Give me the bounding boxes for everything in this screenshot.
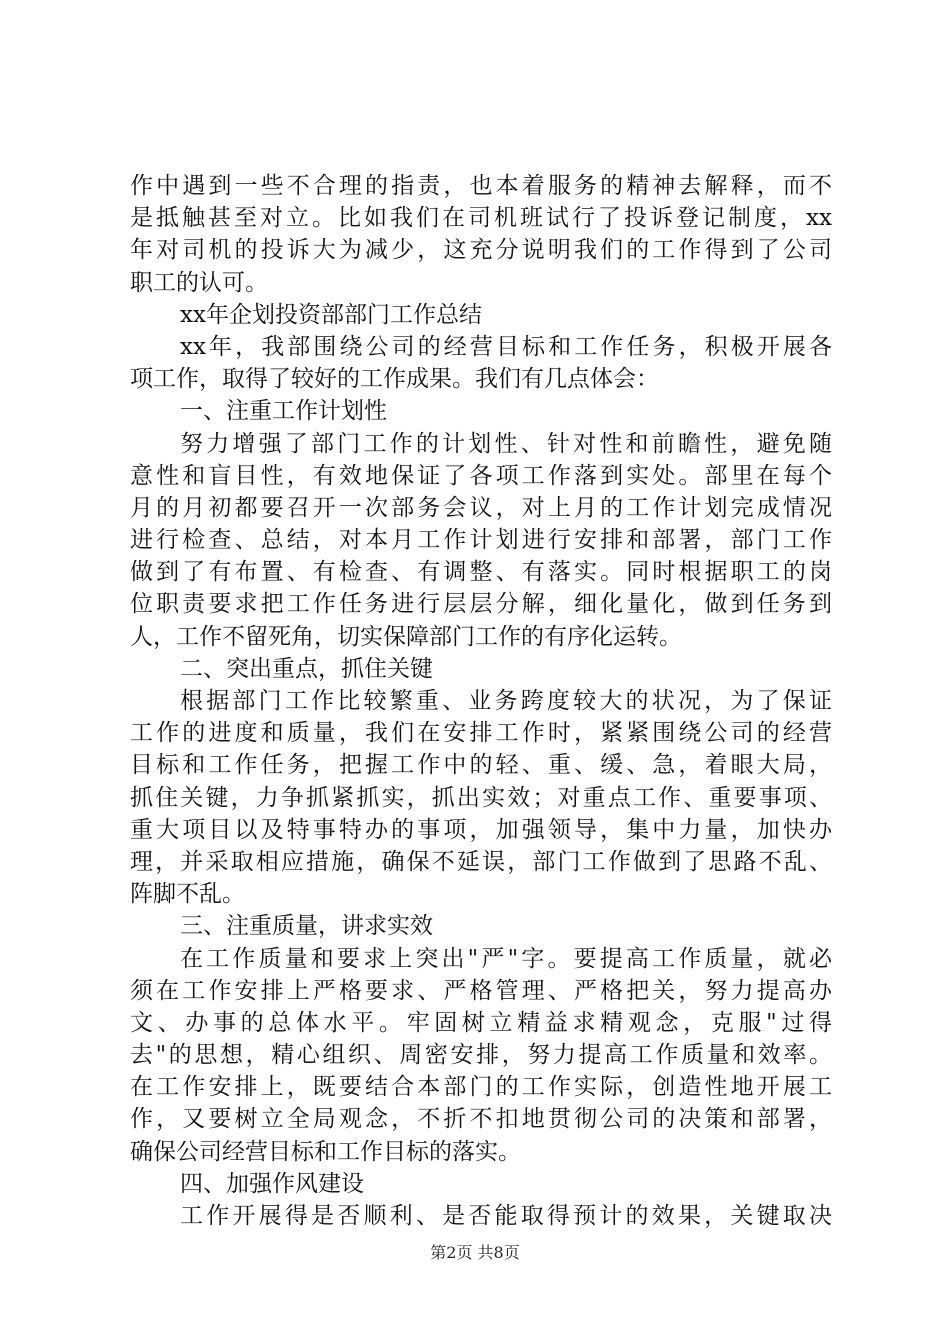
text-line: 项工作，取得了较好的工作成果。我们有几点体会：: [130, 366, 659, 393]
text-line: 人，工作不留死角，切实保障部门工作的有序化运转。: [130, 623, 682, 650]
text-line: 重大项目以及特事特办的事项，加强领导，集中力量，加快办: [130, 816, 832, 843]
text-line: 抓住关键，力争抓紧抓实，抓出实效；对重点工作、重要事项、: [130, 784, 832, 811]
text-line: 工作开展得是否顺利、是否能取得预计的效果，关键取决: [180, 1203, 832, 1229]
text-line: 月的月初都要召开一次部务会议，对上月的工作计划完成情况: [130, 494, 832, 521]
text-line: 一、注重工作计划性: [180, 398, 387, 425]
text-line: xx年，我部围绕公司的经营目标和工作任务，积极开展各: [180, 333, 832, 360]
text-line: 阵脚不乱。: [130, 881, 245, 908]
text-line: 进行检查、总结，对本月工作计划进行安排和部署，部门工作: [130, 527, 832, 554]
text-line: 四、加强作风建设: [180, 1170, 364, 1197]
text-line: xx年企划投资部部门工作总结: [180, 301, 482, 328]
text-line: 是抵触甚至对立。比如我们在司机班试行了投诉登记制度，xx: [130, 205, 832, 232]
text-line: 去"的思想，精心组织、周密安排，努力提高工作质量和效率。: [130, 1042, 832, 1069]
text-line: 工作的进度和质量，我们在安排工作时，紧紧围绕公司的经营: [130, 720, 832, 747]
text-line: 年对司机的投诉大为减少，这充分说明我们的工作得到了公司: [130, 237, 832, 264]
text-line: 文、办事的总体水平。牢固树立精益求精观念，克服"过得: [130, 1009, 832, 1036]
text-line: 目标和工作任务，把握工作中的轻、重、缓、急，着眼大局，: [130, 752, 832, 779]
document-body: [130, 170, 832, 1232]
text-line: 意性和盲目性，有效地保证了各项工作落到实处。部里在每个: [130, 462, 832, 489]
text-line: 三、注重质量，讲求实效: [180, 913, 433, 940]
text-line: 在工作安排上，既要结合本部门的工作实际，创造性地开展工: [130, 1074, 832, 1101]
text-line: 努力增强了部门工作的计划性、针对性和前瞻性，避免随: [180, 430, 832, 457]
page-footer: 第2页 共8页: [430, 1243, 520, 1262]
text-line: 根据部门工作比较繁重、业务跨度较大的状况，为了保证: [180, 688, 832, 714]
text-line: 职工的认可。: [130, 269, 268, 296]
text-line: 在工作质量和要求上突出"严"字。要提高工作质量，就必: [180, 945, 832, 972]
text-line: 须在工作安排上严格要求、严格管理、严格把关，努力提高办: [130, 977, 832, 1004]
text-line: 确保公司经营目标和工作目标的落实。: [130, 1138, 521, 1165]
text-line: 作中遇到一些不合理的指责，也本着服务的精神去解释，而不: [130, 173, 832, 199]
text-line: 二、突出重点，抓住关键: [180, 655, 433, 682]
text-line: 作，又要树立全局观念，不折不扣地贯彻公司的决策和部署，: [130, 1106, 832, 1133]
text-line: 位职责要求把工作任务进行层层分解，细化量化，做到任务到: [130, 591, 832, 618]
text-line: 理，并采取相应措施，确保不延误，部门工作做到了思路不乱、: [130, 848, 832, 875]
text-line: 做到了有布置、有检查、有调整、有落实。同时根据职工的岗: [130, 559, 832, 586]
